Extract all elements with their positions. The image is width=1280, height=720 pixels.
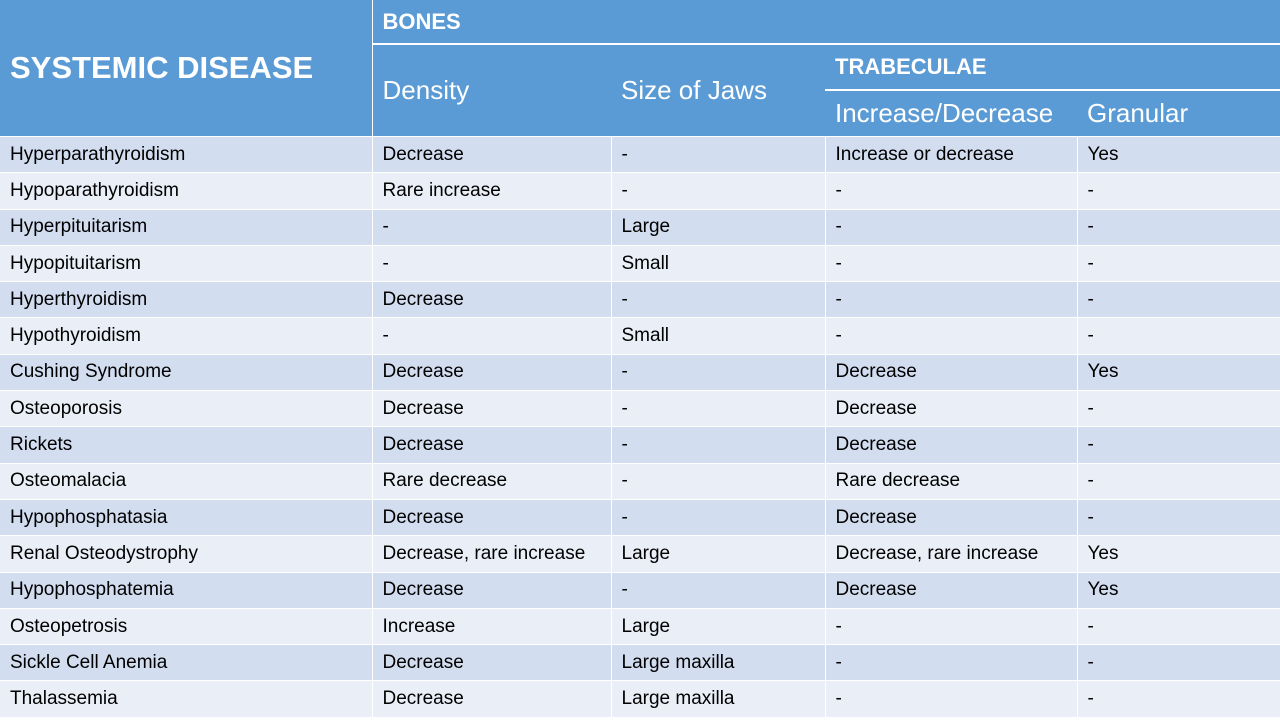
cell-density: Decrease (372, 681, 611, 717)
cell-density: Decrease (372, 572, 611, 608)
cell-density: Decrease (372, 137, 611, 173)
table-row (0, 391, 1280, 427)
cell-size-of-jaws: Large maxilla (611, 681, 825, 717)
cell-granular: - (1077, 318, 1280, 354)
cell-size-of-jaws: Large (611, 536, 825, 572)
cell-trabeculae: Decrease (825, 354, 1077, 390)
cell-disease: Sickle Cell Anemia (0, 645, 372, 681)
cell-size-of-jaws: Small (611, 318, 825, 354)
cell-granular: - (1077, 427, 1280, 463)
cell-trabeculae: Decrease (825, 391, 1077, 427)
cell-trabeculae: - (825, 173, 1077, 209)
cell-density: Decrease (372, 427, 611, 463)
cell-disease: Osteoporosis (0, 391, 372, 427)
table-row (0, 536, 1280, 572)
cell-size-of-jaws: - (611, 427, 825, 463)
cell-density: Decrease (372, 499, 611, 535)
cell-granular: Yes (1077, 137, 1280, 173)
cell-disease: Hypothyroidism (0, 318, 372, 354)
cell-density: Decrease (372, 391, 611, 427)
cell-density: Decrease (372, 354, 611, 390)
cell-trabeculae: Decrease (825, 427, 1077, 463)
cell-trabeculae: - (825, 608, 1077, 644)
cell-trabeculae: - (825, 681, 1077, 717)
cell-size-of-jaws: - (611, 572, 825, 608)
cell-disease: Hypophosphatasia (0, 499, 372, 535)
cell-size-of-jaws: - (611, 173, 825, 209)
cell-size-of-jaws: Large maxilla (611, 645, 825, 681)
cell-size-of-jaws: - (611, 354, 825, 390)
cell-granular: Yes (1077, 354, 1280, 390)
cell-granular: - (1077, 645, 1280, 681)
cell-trabeculae: Rare decrease (825, 463, 1077, 499)
cell-density: Decrease, rare increase (372, 536, 611, 572)
cell-disease: Osteopetrosis (0, 608, 372, 644)
table-row (0, 499, 1280, 535)
table-row (0, 463, 1280, 499)
table-row (0, 681, 1280, 717)
cell-granular: Yes (1077, 536, 1280, 572)
header-density: Density (372, 44, 611, 137)
cell-trabeculae: - (825, 245, 1077, 281)
cell-trabeculae: - (825, 318, 1077, 354)
table-row (0, 427, 1280, 463)
cell-granular: - (1077, 681, 1280, 717)
cell-trabeculae: - (825, 209, 1077, 245)
header-increase-decrease: Increase/Decrease (825, 90, 1077, 137)
table-row (0, 209, 1280, 245)
table-row (0, 572, 1280, 608)
header-size-of-jaws: Size of Jaws (611, 44, 825, 137)
cell-density: - (372, 245, 611, 281)
cell-size-of-jaws: - (611, 391, 825, 427)
cell-size-of-jaws: - (611, 282, 825, 318)
cell-disease: Hyperthyroidism (0, 282, 372, 318)
table-header (0, 0, 1280, 137)
cell-size-of-jaws: Large (611, 209, 825, 245)
cell-granular: - (1077, 245, 1280, 281)
cell-size-of-jaws: - (611, 463, 825, 499)
cell-disease: Thalassemia (0, 681, 372, 717)
table-body (0, 137, 1280, 717)
cell-size-of-jaws: - (611, 137, 825, 173)
cell-granular: - (1077, 463, 1280, 499)
header-bones: BONES (372, 0, 1280, 44)
table-row (0, 608, 1280, 644)
header-systemic-disease: SYSTEMIC DISEASE (0, 0, 372, 137)
cell-granular: - (1077, 608, 1280, 644)
cell-granular: - (1077, 499, 1280, 535)
cell-disease: Osteomalacia (0, 463, 372, 499)
cell-disease: Hypophosphatemia (0, 572, 372, 608)
cell-density: Decrease (372, 282, 611, 318)
cell-granular: - (1077, 391, 1280, 427)
cell-trabeculae: Decrease (825, 572, 1077, 608)
table-row (0, 245, 1280, 281)
cell-density: Rare increase (372, 173, 611, 209)
cell-granular: - (1077, 209, 1280, 245)
cell-disease: Cushing Syndrome (0, 354, 372, 390)
cell-trabeculae: - (825, 645, 1077, 681)
cell-disease: Hypoparathyroidism (0, 173, 372, 209)
cell-disease: Hypopituitarism (0, 245, 372, 281)
cell-density: Increase (372, 608, 611, 644)
header-trabeculae: TRABECULAE (825, 44, 1280, 90)
cell-granular: - (1077, 282, 1280, 318)
cell-density: - (372, 209, 611, 245)
cell-granular: Yes (1077, 572, 1280, 608)
table-row (0, 645, 1280, 681)
cell-disease: Hyperpituitarism (0, 209, 372, 245)
header-granular: Granular (1077, 90, 1280, 137)
cell-disease: Rickets (0, 427, 372, 463)
cell-trabeculae: Decrease (825, 499, 1077, 535)
table-row (0, 137, 1280, 173)
cell-trabeculae: Increase or decrease (825, 137, 1077, 173)
cell-density: Rare decrease (372, 463, 611, 499)
cell-size-of-jaws: Large (611, 608, 825, 644)
cell-trabeculae: - (825, 282, 1077, 318)
table-row (0, 354, 1280, 390)
cell-size-of-jaws: - (611, 499, 825, 535)
cell-disease: Hyperparathyroidism (0, 137, 372, 173)
cell-size-of-jaws: Small (611, 245, 825, 281)
cell-density: - (372, 318, 611, 354)
cell-disease: Renal Osteodystrophy (0, 536, 372, 572)
cell-granular: - (1077, 173, 1280, 209)
table-row (0, 173, 1280, 209)
table-row (0, 282, 1280, 318)
cell-trabeculae: Decrease, rare increase (825, 536, 1077, 572)
table-row (0, 318, 1280, 354)
cell-density: Decrease (372, 645, 611, 681)
